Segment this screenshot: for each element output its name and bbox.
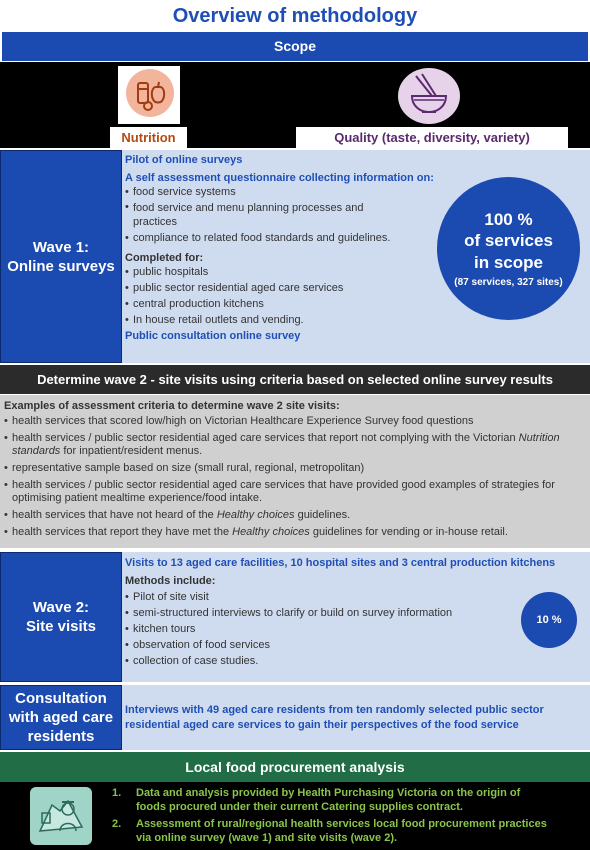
methods-heading: Methods include:	[125, 575, 216, 587]
questionnaire-heading: A self assessment questionnaire collecting information on:	[125, 172, 434, 184]
criteria-text: for inpatient/resident menus.	[60, 445, 203, 457]
list-text: Assessment of rural/regional health services local food procurement practices via online survey (wave 1) and site visits (wave 2).	[136, 818, 547, 844]
criteria-list	[4, 415, 590, 539]
criteria-heading: Examples of assessment criteria to determine wave 2 site visits:	[4, 400, 340, 412]
list-item: • observation of food services	[125, 637, 590, 653]
determine-header: Determine wave 2 - site visits using criteria based on selected online survey results	[0, 365, 590, 394]
list-item: • central production kitchens	[125, 296, 590, 312]
list-item: • public hospitals	[125, 264, 590, 280]
criteria-item	[4, 432, 584, 458]
list-item: • kitchen tours	[125, 621, 590, 637]
criteria-text: guidelines for vending or in-house retail.	[309, 526, 508, 538]
quality-label: Quality (taste, diversity, variety)	[296, 127, 568, 149]
noodle-bowl-icon	[398, 68, 460, 124]
list-text: Data and analysis provided by Health Purchasing Victoria on the origin of foods procured under their current Catering supplies contract.	[136, 787, 521, 813]
criteria-text: health services / public sector residential aged care services that have provided good examples of strategies for optimising patient mealtime experience/food intake.	[12, 479, 555, 504]
scope-line3: in scope	[474, 252, 543, 272]
criteria-text: health services that scored low/high on Victorian Healthcare Experience Survey food questions	[12, 415, 474, 427]
list-number: 2.	[112, 818, 122, 830]
list-item: • semi-structured interviews to clarify or build on survey information	[125, 605, 590, 621]
visit-percent-circle: 10 %	[521, 592, 577, 648]
wave1-label-line1: Wave 1:	[32, 238, 90, 256]
consultation-text: Interviews with 49 aged care residents from ten randomly selected public sector residential aged care services to gain their perspectives of the food service	[125, 703, 544, 731]
local-procurement-header: Local food procurement analysis	[0, 752, 590, 782]
criteria-item	[4, 479, 584, 505]
consultation-label	[0, 685, 122, 750]
consultation-panel	[122, 685, 590, 750]
criteria-text: guidelines.	[294, 509, 351, 521]
scope-line2: of services	[464, 230, 553, 250]
criteria-emphasis: Healthy choices	[232, 526, 310, 538]
criteria-item	[4, 462, 584, 475]
page-title: Overview of methodology	[172, 5, 418, 27]
criteria-item	[4, 415, 584, 428]
wave2-visits: Visits to 13 aged care facilities, 10 hospital sites and 3 central production kitchens	[125, 557, 556, 569]
wave1-label-line2: Online surveys	[7, 257, 115, 275]
list-item: • food service systems	[125, 184, 590, 200]
scope-header: Scope	[2, 32, 588, 61]
wave2-label	[0, 552, 122, 682]
nutrition-label: Nutrition	[110, 127, 187, 149]
list-item: • compliance to related food standards and guidelines.	[125, 230, 590, 246]
farmer-map-icon	[30, 787, 92, 845]
consultation-label-line2: with aged care	[8, 709, 114, 726]
scope-percent: 100 %	[484, 209, 533, 229]
public-consultation: Public consultation online survey	[125, 330, 301, 342]
list-number: 1.	[112, 787, 122, 799]
criteria-item	[4, 509, 584, 522]
list-item: • public sector residential aged care services	[125, 280, 590, 296]
list-item: • collection of case studies.	[125, 653, 590, 669]
completed-heading: Completed for:	[125, 252, 204, 264]
wave1-pilot: Pilot of online surveys	[125, 154, 243, 166]
nutrition-food-icon	[118, 66, 180, 124]
methods-list	[125, 589, 590, 669]
criteria-emphasis: Healthy choices	[216, 509, 295, 521]
list-item: • In house retail outlets and vending.	[125, 312, 590, 328]
criteria-item	[4, 526, 584, 539]
wave2-panel	[122, 552, 590, 682]
consultation-label-line3: residents	[27, 728, 95, 745]
criteria-text: health services that have not heard of the	[12, 509, 217, 521]
criteria-text: health services that report they have met the	[12, 526, 233, 538]
criteria-panel	[0, 395, 590, 548]
consultation-label-line1: Consultation	[15, 690, 107, 707]
scope-percent-circle	[437, 177, 580, 320]
criteria-text: representative sample based on size (small rural, regional, metropolitan)	[12, 462, 365, 474]
wave2-label-line2: Site visits	[25, 618, 97, 635]
local-procurement-band	[0, 782, 590, 850]
wave2-label-line1: Wave 2:	[32, 599, 90, 616]
criteria-text: health services / public sector residential aged care services that report not complying with the Victorian	[12, 432, 519, 444]
list-item	[112, 817, 552, 845]
list-item: • food service and menu planning processes and practices	[125, 200, 395, 230]
scope-detail: (87 services, 327 sites)	[454, 276, 563, 288]
criteria-emphasis: Nutrition standards	[12, 432, 560, 457]
list-item	[112, 786, 552, 814]
local-procurement-list	[112, 786, 552, 848]
wave1-label	[0, 150, 122, 363]
list-item: • Pilot of site visit	[125, 589, 590, 605]
